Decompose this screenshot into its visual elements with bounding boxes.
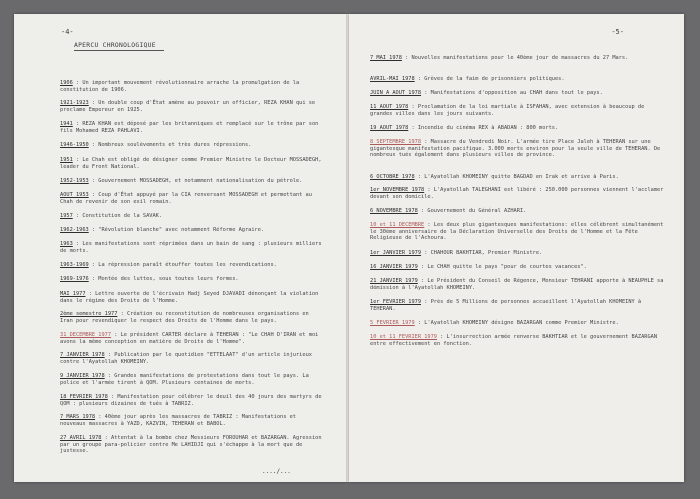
entry-text: : Les deux plus gigantesques manifestations: elles célèbrent simultanément le 30ème anniversaire de la Déclaration Universelle des Droits de l'Homme et la Fête Religieuse de l'Achoura. <box>370 222 664 242</box>
entry-text: : Montée des luttes, sous toutes leurs formes. <box>88 276 239 282</box>
entry-date: 1941 <box>60 121 73 127</box>
section-title <box>74 42 164 51</box>
entry-text: : Le Chah est obligé de désigner comme Premier Ministre le Docteur MOSSADEGH, leader du Front National. <box>60 157 322 170</box>
chronology-entry <box>60 373 322 386</box>
entry-text: : Gouvernement du Général AZHARI. <box>417 208 527 214</box>
entry-date: JUIN A AOUT 1978 <box>370 90 422 96</box>
chronology-entry <box>60 332 322 345</box>
chronology-entry <box>370 139 668 159</box>
chronology-entry <box>370 125 668 132</box>
entry-date: 1906 <box>60 80 73 86</box>
chronology-entry <box>370 334 668 347</box>
entry-date: 10 et 11 FEVRIER 1979 <box>370 334 437 340</box>
entry-text: : L'Ayatollah KHOMEINY quitte BAGDAD en Irak et arrive à Paris. <box>414 174 619 180</box>
entry-date: 19 AOUT 1978 <box>370 125 409 131</box>
entry-date: 7 JANVIER 1978 <box>60 352 105 358</box>
chronology-entry <box>60 80 322 93</box>
entry-text: : Grandes manifestations de protestations dans tout le pays. La police et l'armée tirent à QOM. Plusieurs centaines de morts. <box>60 373 309 386</box>
chronology-entry <box>60 100 322 113</box>
entry-text: : La répression paraît étouffer toutes les revendications. <box>88 262 277 268</box>
chronology-entry <box>370 174 668 181</box>
entry-text: : Le Président du Conseil de Régence, Monsieur TEHRANI apporte à NEAUPHLE sa démission à l'Ayatollah KHOMEINY. <box>370 278 664 291</box>
entry-text: : Nombreux soulèvements et très dures répressions. <box>88 142 252 148</box>
chronology-entry <box>60 241 322 254</box>
page-number: -5- <box>611 28 624 36</box>
entry-date: 7 MARS 1978 <box>60 414 96 420</box>
chronology-entry <box>60 227 322 234</box>
entry-text: : REZA KHAN est déposé par les britanniques et remplacé sur le trône par son fils Mohamed REZA PAHLAVI. <box>60 121 319 134</box>
chronology-entry <box>60 435 322 455</box>
entry-text: : Publication par le quotidien "ETTELAAT" d'un article injurieux contre l'Ayatollah KHOMEINY. <box>60 352 312 365</box>
entry-date: 1963 <box>60 241 73 247</box>
entry-text: : Coup d'État appuyé par la CIA renversant MOSSADEGH et permettant au Chah de revenir de son exil romain. <box>60 192 312 205</box>
chronology-entry <box>60 414 322 427</box>
chronology-entry <box>60 213 322 220</box>
chronology-entry <box>60 178 322 185</box>
entry-date: 1962-1963 <box>60 227 89 233</box>
entry-text: : Un double coup d'État amène au pouvoir un officier, REZA KHAN qui se proclame Empereur en 1925. <box>60 100 316 113</box>
entry-date: 8 SEPTEMBRE 1978 <box>370 139 422 145</box>
entry-text: : L'Ayatollah KHOMEINY désigne BAZARGAN comme Premier Ministre. <box>414 320 619 326</box>
entry-text: : Massacre du Vendredi Noir. L'armée tire Place Jaleh à TEHERAN sur une gigantesque manifestation pacifique. 3.000 morts environ pour la seule ville de TEHERAN. De nombreux tués également dans plusieurs villes de province. <box>370 139 661 159</box>
entry-date: 9 JANVIER 1978 <box>60 373 105 379</box>
entry-text: : Le CHAH quitte le pays "pour de courtes vacances". <box>417 264 587 270</box>
entry-text: : L'insurrection armée renverse BAKHTIAR et le gouvernement BAZARGAN entre effectivement en fonction. <box>370 334 658 347</box>
right-page <box>349 14 684 482</box>
entry-date: 27 AVRIL 1978 <box>60 435 102 441</box>
entry-date: 1921-1923 <box>60 100 89 106</box>
entry-date: 31 DECEMBRE 1977 <box>60 332 112 338</box>
entry-date: 11 AOUT 1978 <box>370 104 409 110</box>
chronology-entry <box>60 352 322 365</box>
chronology-entry <box>60 394 322 407</box>
entry-date: 1963-1969 <box>60 262 89 268</box>
section-title-text: APERCU CHRONOLOGIQUE <box>74 42 156 49</box>
chronology-entry <box>60 311 322 324</box>
entry-text: : Le président CARTER déclare à TEHERAN : "Le CHAH D'IRAN et moi avons la même conception en matière de Droits de l'Homme". <box>60 332 319 345</box>
entry-text: : Les manifestations sont réprimées dans un bain de sang : plusieurs milliers de morts. <box>60 241 322 254</box>
left-page <box>14 14 347 482</box>
entry-text: : Création ou reconstitution de nombreuses organisations en Iran pour revendiquer le respect des Droits de l'Homme dans le pays. <box>60 311 309 324</box>
entry-date: MAI 1977 <box>60 291 86 297</box>
entry-text: : Nouvelles manifestations pour le 40ème jour de massacres du 27 Mars. <box>401 55 629 61</box>
entry-text: : CHAHOUR BAKHTIAR, Premier Ministre. <box>421 250 543 256</box>
page-number: -4- <box>61 28 74 36</box>
chronology-entry <box>370 250 668 257</box>
chronology-entry <box>60 291 322 304</box>
entry-text: : Lettre ouverte de l'écrivain Hadj Seyed DJAVADI dénonçant la violation dans le régime des Droits de l'Homme. <box>60 291 319 304</box>
chronology-entry <box>370 187 668 200</box>
entry-date: 1er FEVRIER 1979 <box>370 299 422 305</box>
title-underline <box>74 50 164 51</box>
entry-date: 21 JANVIER 1979 <box>370 278 418 284</box>
chronology-entry <box>370 278 668 291</box>
entry-date: AVRIL-MAI 1978 <box>370 76 415 82</box>
chronology-entry <box>60 192 322 205</box>
entry-text: : Constitution de la SAVAK. <box>72 213 163 219</box>
chronology-entry <box>370 55 668 62</box>
entry-text: : Manifestations d'opposition au CHAH dans tout le pays. <box>421 90 603 96</box>
chronology-entry <box>370 76 668 83</box>
chronology-entry <box>370 320 668 327</box>
entry-date: 6 OCTOBRE 1978 <box>370 174 415 180</box>
entry-text: : Près de 5 Millions de personnes accueillent l'Ayatollah KHOMEINY à TEHERAN. <box>370 299 642 312</box>
chronology-entry <box>60 142 322 149</box>
entry-text: : Attentat à la bombe chez Messieurs FOROUHAR et BAZARGAN. Agression par un groupe para-policier contre Me LAHIDJI qui s'échappe à la mort que de justesse. <box>60 435 322 455</box>
entry-text: : Un important mouvement révolutionnaire arrache la promulgation de la constitution de 1906. <box>60 80 300 93</box>
entry-date: AOUT 1953 <box>60 192 89 198</box>
continuation-mark: ..../... <box>262 468 291 475</box>
entry-date: 1957 <box>60 213 73 219</box>
chronology-entry <box>370 222 668 242</box>
chronology-entry <box>370 90 668 97</box>
entry-date: 10 et 11 DECEMBRE <box>370 222 425 228</box>
chronology-entry <box>60 262 322 269</box>
entry-date: 16 JANVIER 1979 <box>370 264 418 270</box>
chronology-entry <box>60 121 322 134</box>
entry-text: : Incendie du cinéma REX à ABADAN : 800 morts. <box>408 125 559 131</box>
entry-date: 7 MAI 1978 <box>370 55 402 61</box>
chronology-entry <box>370 104 668 117</box>
entry-text: : Manifestation pour célébrer le deuil des 40 jours des martyrs de QOM : plusieurs dizaines de tués à TABRIZ. <box>60 394 322 407</box>
entry-text: : Gouvernement MOSSADEGH, et notamment nationalisation du pétrole. <box>88 178 303 184</box>
entry-date: 5 FEVRIER 1979 <box>370 320 415 326</box>
entry-date: 1er NOVEMBRE 1978 <box>370 187 425 193</box>
entry-date: 1er JANVIER 1979 <box>370 250 422 256</box>
entry-date: 1946-1950 <box>60 142 89 148</box>
chronology-entry <box>370 208 668 215</box>
entry-date: 1951 <box>60 157 73 163</box>
chronology-entry <box>60 157 322 170</box>
entry-date: 2ème semestre 1977 <box>60 311 118 317</box>
entry-text: : Proclamation de la loi martiale à ISFAHAN, avec extension à beaucoup de grandes villes dans les jours suivants. <box>370 104 645 117</box>
entry-text: : 40ème jour après les massacres de TABRIZ : Manifestations et nouveaux massacres à YAZD, KAZVIN, TEHERAN et BABOL. <box>60 414 297 427</box>
chronology-entry <box>370 264 668 271</box>
entry-text: : L'Ayatollah TALEGHANI est libéré : 250.000 personnes viennent l'acclamer devant son domicile. <box>370 187 664 200</box>
entry-date: 1952-1953 <box>60 178 89 184</box>
entry-date: 6 NOVEMBRE 1978 <box>370 208 418 214</box>
entry-date: 18 FEVRIER 1978 <box>60 394 108 400</box>
chronology-entry <box>60 276 322 283</box>
entry-date: 1969-1976 <box>60 276 89 282</box>
entry-text: : Grèves de la faim de prisonniers politiques. <box>414 76 565 82</box>
entry-text: : "Révolution blanche" avec notamment Réforme Agraire. <box>88 227 265 233</box>
chronology-entry <box>370 299 668 312</box>
